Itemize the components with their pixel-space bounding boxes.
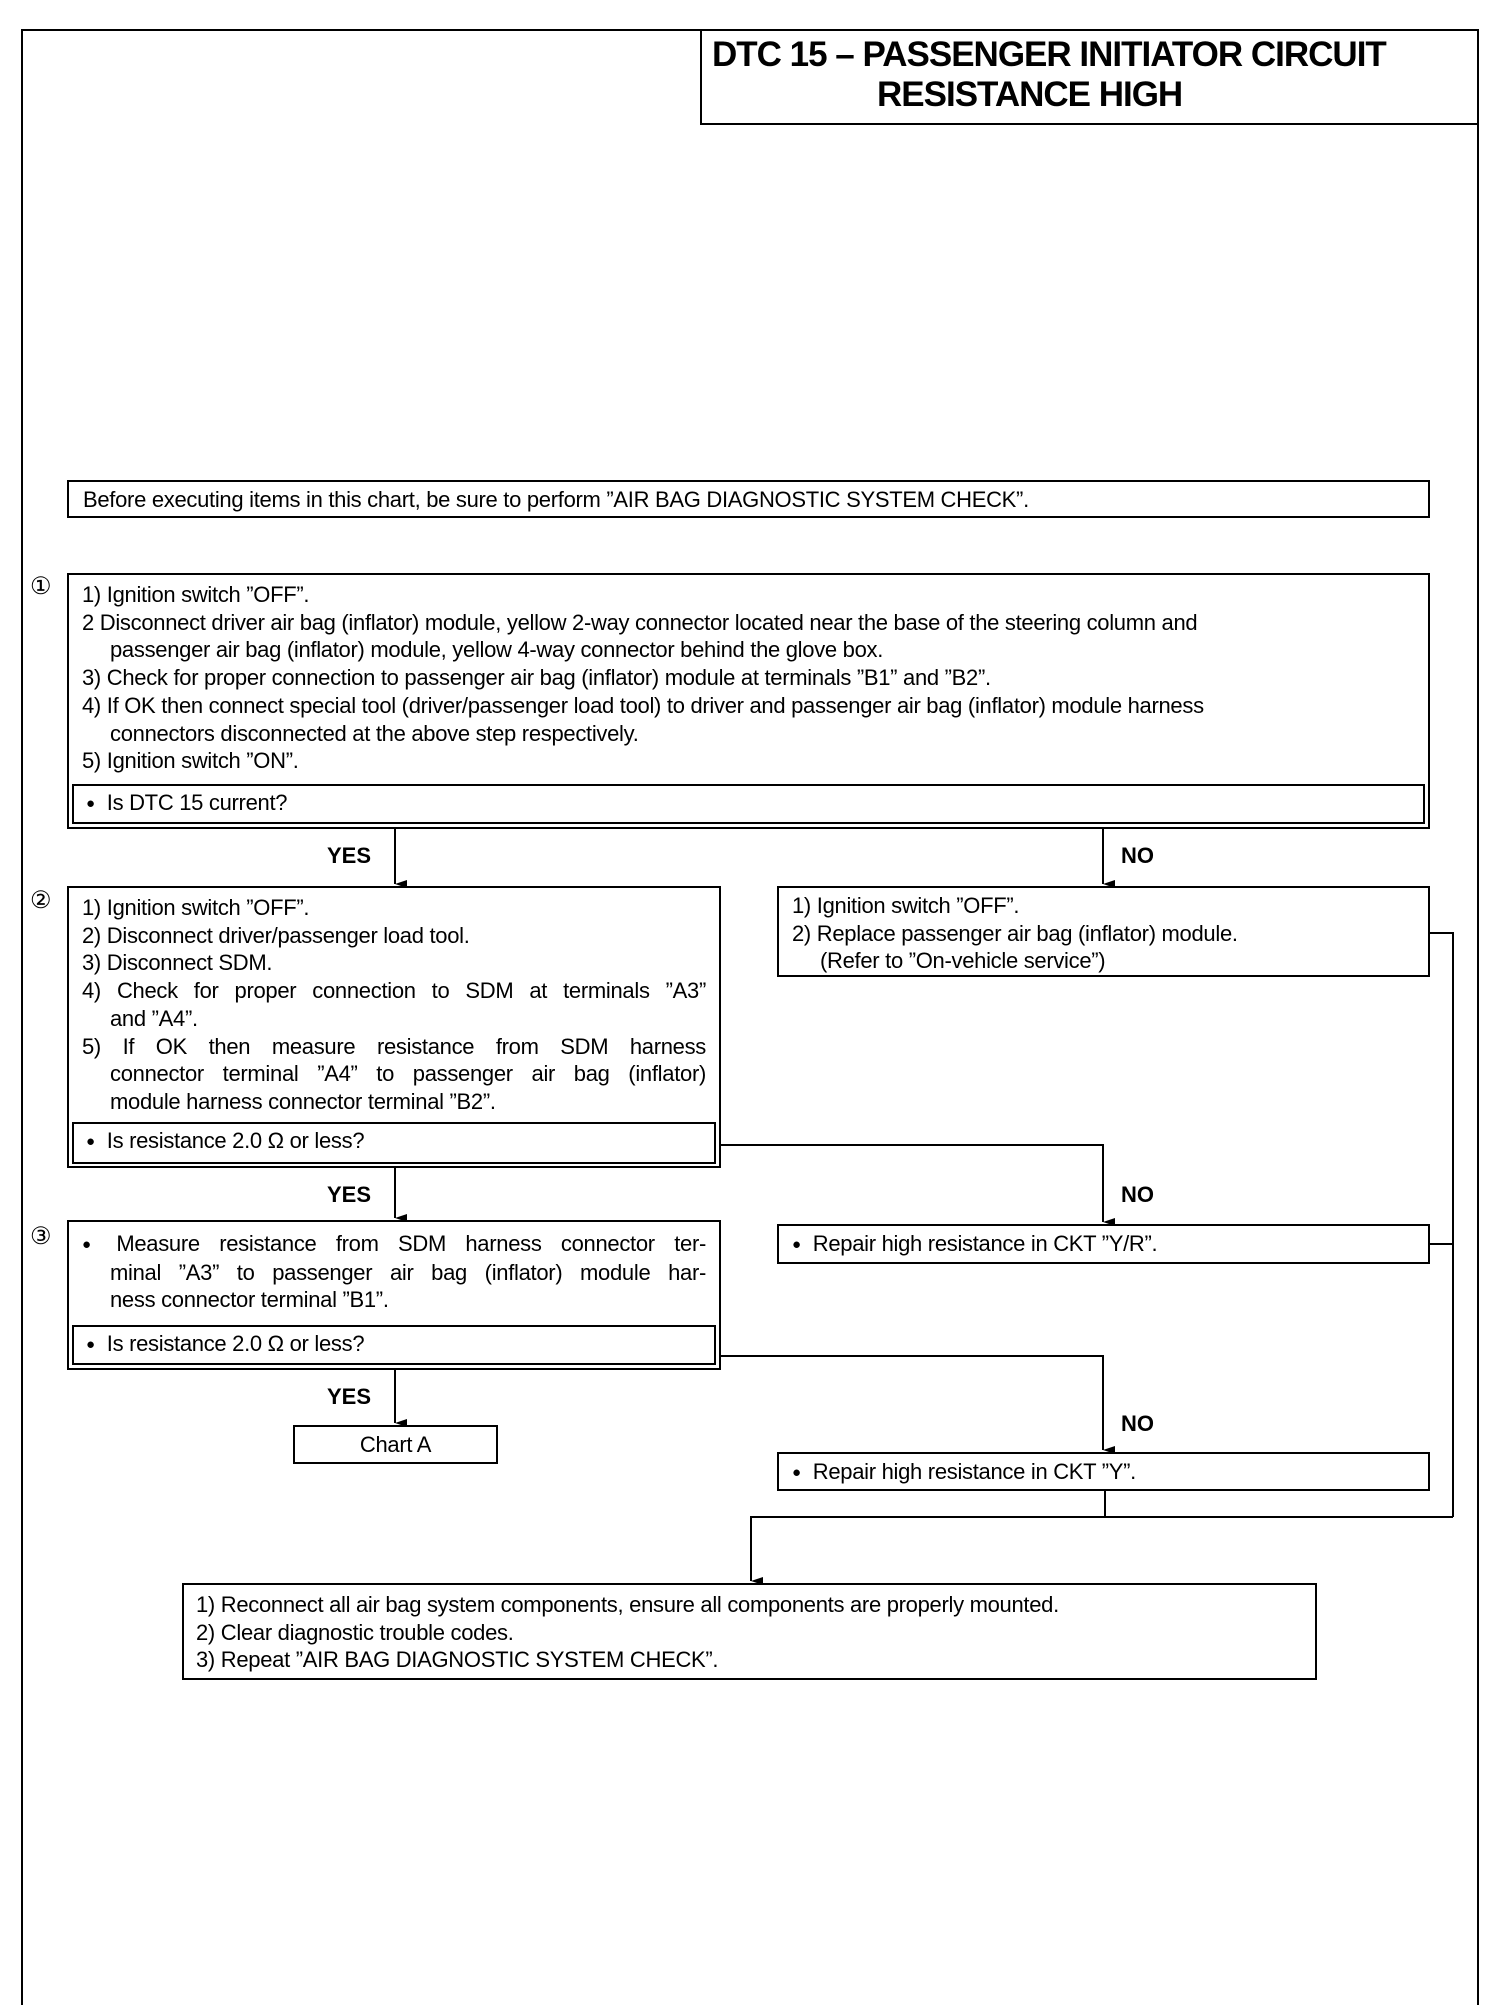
step2-line: 1) Ignition switch ”OFF”. — [82, 895, 310, 920]
step2-marker: ② — [30, 887, 52, 914]
arrow-step2-no — [721, 1145, 1103, 1222]
repair-yr-text: ● Repair high resistance in CKT ”Y/R”. — [792, 1231, 1157, 1256]
step2-line: 3) Disconnect SDM. — [82, 950, 273, 976]
step2-line: connector terminal ”A4” to passenger air bag (inflator) — [110, 1061, 706, 1087]
step3-question-text: ● Is resistance 2.0 Ω or less? — [86, 1331, 364, 1356]
step2-line: 2) Disconnect driver/passenger load tool. — [82, 922, 470, 948]
no1-line: (Refer to ”On-vehicle service”) — [820, 948, 1106, 974]
repair-y-box — [777, 1452, 1430, 1491]
chart-a-box[interactable] — [293, 1425, 498, 1464]
replace-module-box — [777, 886, 1430, 977]
step1-line: 3) Check for proper connection to passenger air bag (inflator) module at terminals ”B1” and ”B2”. — [82, 665, 991, 691]
final-line: 3) Repeat ”AIR BAG DIAGNOSTIC SYSTEM CHECK”. — [196, 1647, 719, 1673]
repair-yr-box — [777, 1224, 1430, 1264]
precheck-text: Before executing items in this chart, be sure to perform ”AIR BAG DIAGNOSTIC SYSTEM CHECK”. — [83, 487, 1029, 512]
step2-line: and ”A4”. — [110, 1005, 198, 1031]
step1-line: 2 Disconnect driver air bag (inflator) module, yellow 2-way connector located near the base of the steering column and — [82, 609, 1198, 635]
step1-line: connectors disconnected at the above step respectively. — [110, 720, 639, 746]
title-line-2: RESISTANCE HIGH — [877, 75, 1183, 114]
step3-line: ness connector terminal ”B1”. — [110, 1287, 389, 1313]
step1-question — [72, 784, 1425, 824]
step3-question — [72, 1325, 716, 1365]
final-line: 2) Clear diagnostic trouble codes. — [196, 1619, 514, 1645]
step2-line: module harness connector terminal ”B2”. — [110, 1088, 496, 1114]
step2-line: 5) If OK then measure resistance from SDM harness — [82, 1033, 706, 1059]
repair-y-text: ● Repair high resistance in CKT ”Y”. — [792, 1459, 1136, 1484]
arrow-to-final — [751, 1517, 1453, 1581]
step3-line: minal ”A3” to passenger air bag (inflator) module har- — [110, 1259, 706, 1285]
no1-line: 1) Ignition switch ”OFF”. — [792, 893, 1020, 918]
step2-question-text: ● Is resistance 2.0 Ω or less? — [86, 1128, 364, 1153]
step1-line: passenger air bag (inflator) module, yellow 4-way connector behind the glove box. — [110, 637, 884, 663]
step3-marker: ③ — [30, 1223, 52, 1250]
step2-box — [67, 886, 721, 1168]
step3-no-label: NO — [1121, 1411, 1154, 1436]
arrow-step3-no — [721, 1356, 1103, 1450]
no1-line: 2) Replace passenger air bag (inflator) module. — [792, 920, 1238, 946]
step1-yes-label: YES — [327, 843, 372, 868]
step2-question — [72, 1122, 716, 1164]
chart-a-link[interactable]: Chart A — [359, 1432, 432, 1457]
step1-line: 4) If OK then connect special tool (driver/passenger load tool) to driver and passenger air bag (inflator) module harness — [82, 692, 1204, 718]
step3-yes-label: YES — [327, 1384, 372, 1409]
step2-line: 4) Check for proper connection to SDM at terminals ”A3” — [82, 978, 706, 1004]
final-line: 1) Reconnect all air bag system components, ensure all components are properly mounted. — [196, 1592, 1059, 1617]
step1-question-text: ● Is DTC 15 current? — [86, 790, 287, 815]
step1-line: 5) Ignition switch ”ON”. — [82, 748, 299, 774]
title-line-1: DTC 15 – PASSENGER INITIATOR CIRCUIT — [712, 35, 1386, 74]
final-steps-box — [182, 1583, 1317, 1680]
step1-line: 1) Ignition switch ”OFF”. — [82, 582, 310, 607]
step1-no-label: NO — [1121, 843, 1154, 868]
step3-line: ● Measure resistance from SDM harness connector ter- — [82, 1230, 706, 1259]
step1-marker: ① — [30, 573, 52, 600]
precheck-box — [67, 480, 1430, 518]
step2-yes-label: YES — [327, 1182, 372, 1207]
line-no1-to-end — [1430, 933, 1453, 1517]
step2-no-label: NO — [1121, 1182, 1154, 1207]
step1-box — [67, 573, 1430, 829]
step3-box — [67, 1220, 721, 1370]
